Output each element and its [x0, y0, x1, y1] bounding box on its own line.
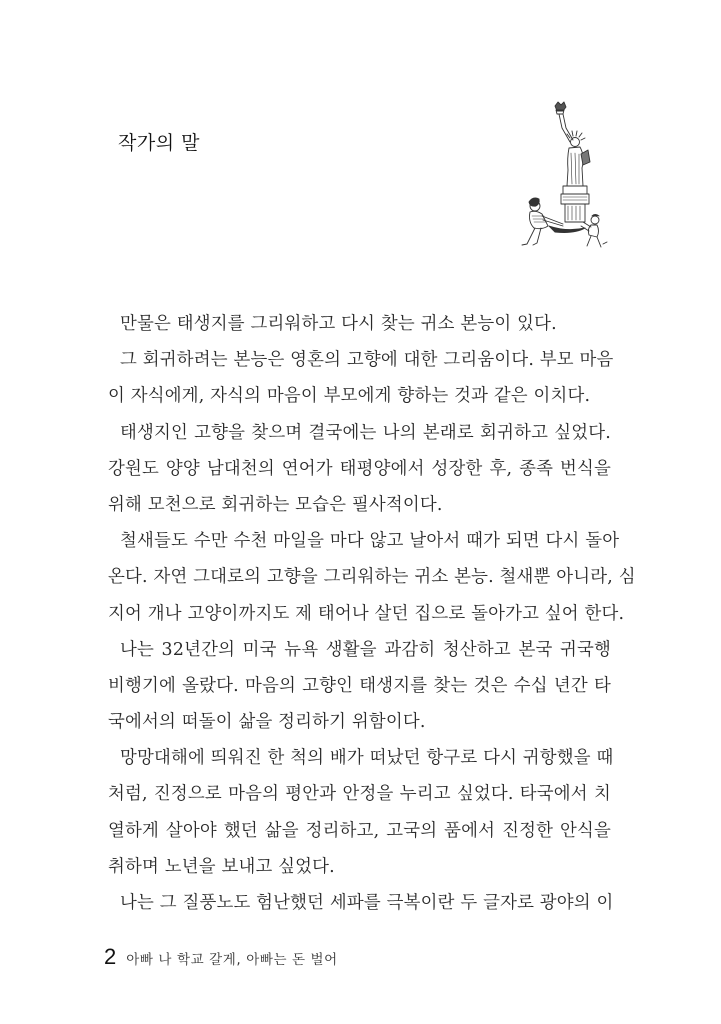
foreword-body [108, 306, 636, 921]
paragraph-5-line-1: 나는 32년간의 미국 뉴욕 생활을 과감히 청산하고 본국 귀국행 [120, 639, 611, 660]
paragraph-6-line-3: 열하게 살아야 했던 삶을 정리하고, 고국의 품에서 진정한 안식을 [108, 820, 611, 841]
page-heading: 작가의 말 [118, 132, 200, 154]
paragraph-3-line-1: 태생지인 고향을 찾으며 결국에는 나의 본래로 회귀하고 싶었다. [120, 422, 611, 443]
paragraph-6-line-4: 취하며 노년을 보내고 싶었다. [108, 856, 335, 877]
running-title: 아빠 나 학교 갈게, 아빠는 돈 벌어 [126, 952, 338, 968]
paragraph-2-line-1: 그 회귀하려는 본능은 영혼의 고향에 대한 그리움이다. 부모 마음 [120, 350, 614, 371]
paragraph-2-line-2: 이 자식에게, 자식의 마음이 부모에게 향하는 것과 같은 이치다. [108, 386, 591, 407]
paragraph-7-line-1: 나는 그 질풍노도 험난했던 세파를 극복이란 두 글자로 광야의 이 [120, 893, 614, 913]
paragraph-4-line-3: 지어 개나 고양이까지도 제 태어나 살던 집으로 돌아가고 싶어 한다. [108, 603, 625, 624]
statue-of-liberty-illustration-icon [515, 98, 620, 250]
paragraph-1-line-1: 만물은 태생지를 그리워하고 다시 찾는 귀소 본능이 있다. [120, 314, 557, 334]
paragraph-3-line-3: 위해 모천으로 회귀하는 모습은 필사적이다. [108, 494, 443, 515]
paragraph-3-line-2: 강원도 양양 남대천의 연어가 태평양에서 성장한 후, 종족 번식을 [108, 458, 611, 479]
page-footer [104, 944, 338, 970]
paragraph-5-line-3: 국에서의 떠돌이 삶을 정리하기 위함이다. [108, 712, 426, 733]
paragraph-4-line-2: 온다. 자연 그대로의 고향을 그리워하는 귀소 본능. 철새뿐 아니라, 심 [108, 567, 636, 588]
paragraph-6-line-2: 처럼, 진정으로 마음의 평안과 안정을 누리고 싶었다. 타국에서 치 [108, 784, 611, 805]
page-number: 2 [104, 944, 117, 969]
paragraph-4-line-1: 철새들도 수만 수천 마일을 마다 않고 날아서 때가 되면 다시 돌아 [120, 531, 620, 552]
paragraph-5-line-2: 비행기에 올랐다. 마음의 고향인 태생지를 찾는 것은 수십 년간 타 [108, 675, 611, 696]
paragraph-6-line-1: 망망대해에 띄워진 한 척의 배가 떠났던 항구로 다시 귀항했을 때 [120, 748, 614, 769]
